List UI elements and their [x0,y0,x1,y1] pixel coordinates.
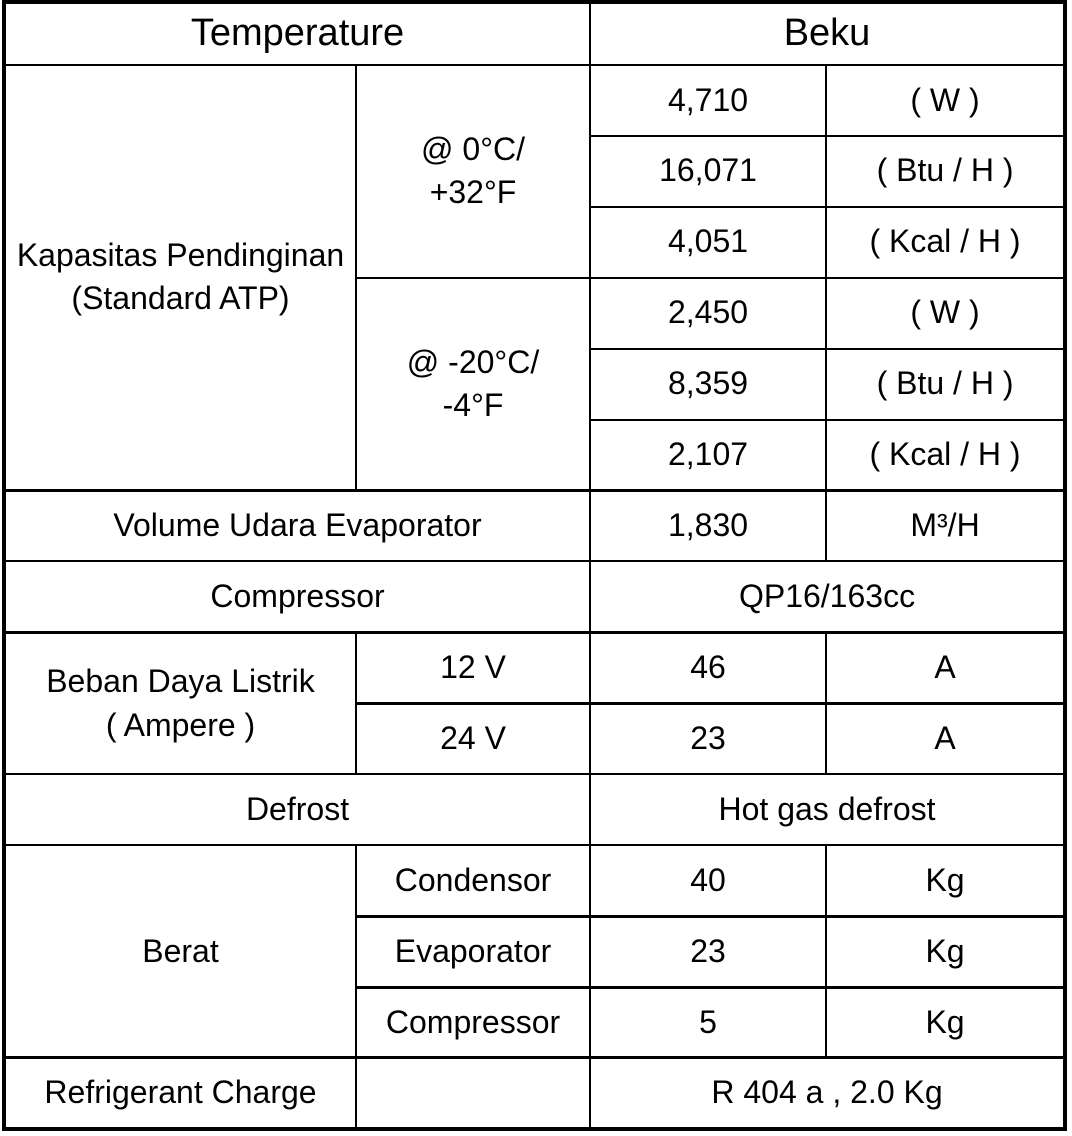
refrigerant-row [4,1058,1065,1129]
capacity-row-0c-w [4,65,1065,136]
compressor-value: QP16/163cc [590,561,1065,632]
refrigerant-value: R 404 a , 2.0 Kg [590,1058,1065,1129]
capacity-unit: ( Kcal / H ) [826,420,1065,491]
weight-label-cell: Berat [4,845,356,1058]
capacity-value: 2,450 [590,278,826,349]
temp-group-0c-cell [356,65,590,278]
capacity-value: 16,071 [590,136,826,207]
weight-component: Condensor [356,845,590,916]
header-beku: Beku [590,2,1065,65]
weight-unit: Kg [826,987,1065,1058]
weight-component: Evaporator [356,916,590,987]
capacity-unit: ( W ) [826,278,1065,349]
weight-component: Compressor [356,987,590,1058]
defrost-value: Hot gas defrost [590,774,1065,845]
electrical-row-12v [4,632,1065,703]
volume-row [4,490,1065,561]
electrical-label-cell [4,632,356,774]
electrical-label-line1: Beban Daya Listrik [46,663,315,700]
electrical-label-line2: ( Ampere ) [105,706,256,743]
volume-label: Volume Udara Evaporator [4,490,590,561]
defrost-label: Defrost [4,774,590,845]
capacity-unit: ( W ) [826,65,1065,136]
defrost-row [4,774,1065,845]
spec-table [2,0,1067,1131]
spec-sheet [2,0,1070,1134]
weight-value: 23 [590,916,826,987]
capacity-value: 2,107 [590,420,826,491]
temp-group-m20c-cell [356,278,590,491]
electrical-unit: A [826,632,1065,703]
temp-group-m20c-line2: -4°F [442,386,504,423]
capacity-label-cell [4,65,356,491]
capacity-unit: ( Btu / H ) [826,349,1065,420]
electrical-unit: A [826,703,1065,774]
capacity-label-line2: (Standard ATP) [71,280,290,317]
volume-value: 1,830 [590,490,826,561]
capacity-label-line1: Kapasitas Pendinginan [16,237,345,274]
electrical-value: 23 [590,703,826,774]
capacity-value: 4,710 [590,65,826,136]
electrical-value: 46 [590,632,826,703]
electrical-voltage: 24 V [356,703,590,774]
weight-value: 40 [590,845,826,916]
temp-group-m20c-line1: @ -20°C/ [406,343,540,380]
capacity-unit: ( Btu / H ) [826,136,1065,207]
weight-unit: Kg [826,916,1065,987]
header-row [4,2,1065,65]
weight-value: 5 [590,987,826,1058]
electrical-voltage: 12 V [356,632,590,703]
volume-unit: M³/H [826,490,1065,561]
refrigerant-label: Refrigerant Charge [4,1058,356,1129]
header-temperature: Temperature [4,2,590,65]
weight-row-condensor [4,845,1065,916]
capacity-value: 8,359 [590,349,826,420]
capacity-unit: ( Kcal / H ) [826,207,1065,278]
capacity-value: 4,051 [590,207,826,278]
refrigerant-empty-cell [356,1058,590,1129]
compressor-label: Compressor [4,561,590,632]
weight-unit: Kg [826,845,1065,916]
compressor-row [4,561,1065,632]
temp-group-0c-line2: +32°F [429,174,517,211]
temp-group-0c-line1: @ 0°C/ [421,131,525,168]
